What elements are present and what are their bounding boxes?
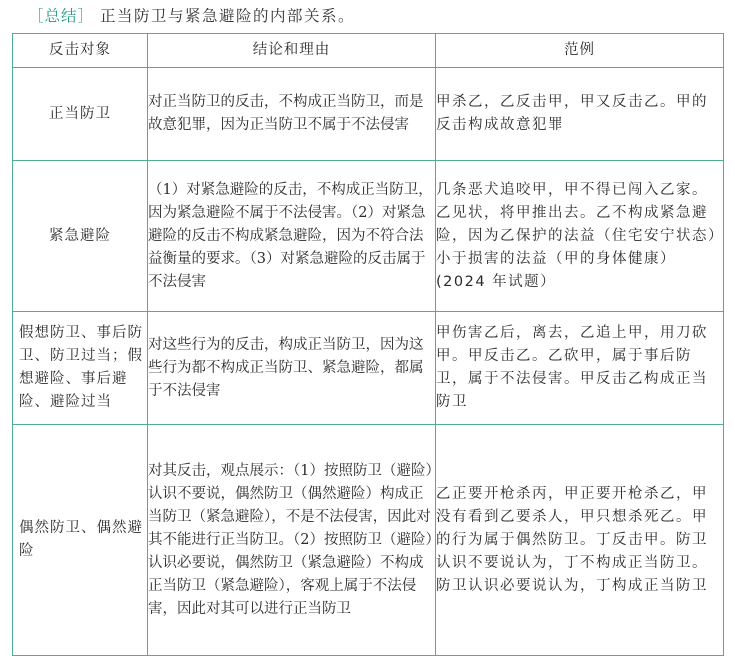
- row-reason: 对这些行为的反击，构成正当防卫，因为这些行为都不构成正当防卫、紧急避险，都属于不法侵害: [148, 312, 436, 425]
- table-row: [13, 425, 724, 656]
- row-example: 几条恶犬追咬甲，甲不得已闯入乙家。乙见状，将甲推出去。乙不构成紧急避险，因为乙保护的法益（住宅安宁状态）小于损害的法益（甲的身体健康）(2024 年试题）: [436, 161, 724, 312]
- header-row: [13, 34, 724, 68]
- header-reason: 结论和理由: [148, 34, 436, 68]
- row-example: 乙正要开枪杀丙，甲正要开枪杀乙，甲没有看到乙要杀人，甲只想杀死乙。甲的行为属于偶然防卫。丁反击甲。防卫认识不要说认为，丁不构成正当防卫。防卫认识必要说认为，丁构成正当防卫: [436, 425, 724, 656]
- summary-heading: [28, 3, 355, 29]
- summary-title: 正当防卫与紧急避险的内部关系。: [100, 7, 356, 25]
- summary-tag: ［总结］: [28, 7, 95, 25]
- table-row: [13, 312, 724, 425]
- row-example: 甲杀乙，乙反击甲，甲又反击乙。甲的反击构成故意犯罪: [436, 68, 724, 161]
- row-target: 正当防卫: [13, 68, 148, 161]
- header-target: 反击对象: [13, 34, 148, 68]
- table-row: [13, 68, 724, 161]
- header-example: 范例: [436, 34, 724, 68]
- relation-table: [12, 33, 724, 656]
- row-reason: 对其反击，观点展示：（1）按照防卫（避险）认识不要说，偶然防卫（偶然避险）构成正当防卫（紧急避险），不是不法侵害，因此对其不能进行正当防卫。（2）按照防卫（避险）认识必要说，偶然防卫（紧急避险）不构成正当防卫（紧急避险），客观上属于不法侵害，因此对其可以进行正当防卫: [148, 425, 436, 656]
- row-example: 甲伤害乙后，离去，乙追上甲，用刀砍甲。甲反击乙。乙砍甲，属于事后防卫，属于不法侵害。甲反击乙构成正当防卫: [436, 312, 724, 425]
- row-reason: （1）对紧急避险的反击，不构成正当防卫，因为紧急避险不属于不法侵害。（2）对紧急避险的反击不构成紧急避险，因为不符合法益衡量的要求。（3）对紧急避险的反击属于不法侵害: [148, 161, 436, 312]
- row-target: 假想防卫、事后防卫、防卫过当；假想避险、事后避险、避险过当: [13, 312, 148, 425]
- row-target: 紧急避险: [13, 161, 148, 312]
- row-reason: 对正当防卫的反击，不构成正当防卫，而是故意犯罪，因为正当防卫不属于不法侵害: [148, 68, 436, 161]
- table-row: [13, 161, 724, 312]
- row-target: 偶然防卫、偶然避险: [13, 425, 148, 656]
